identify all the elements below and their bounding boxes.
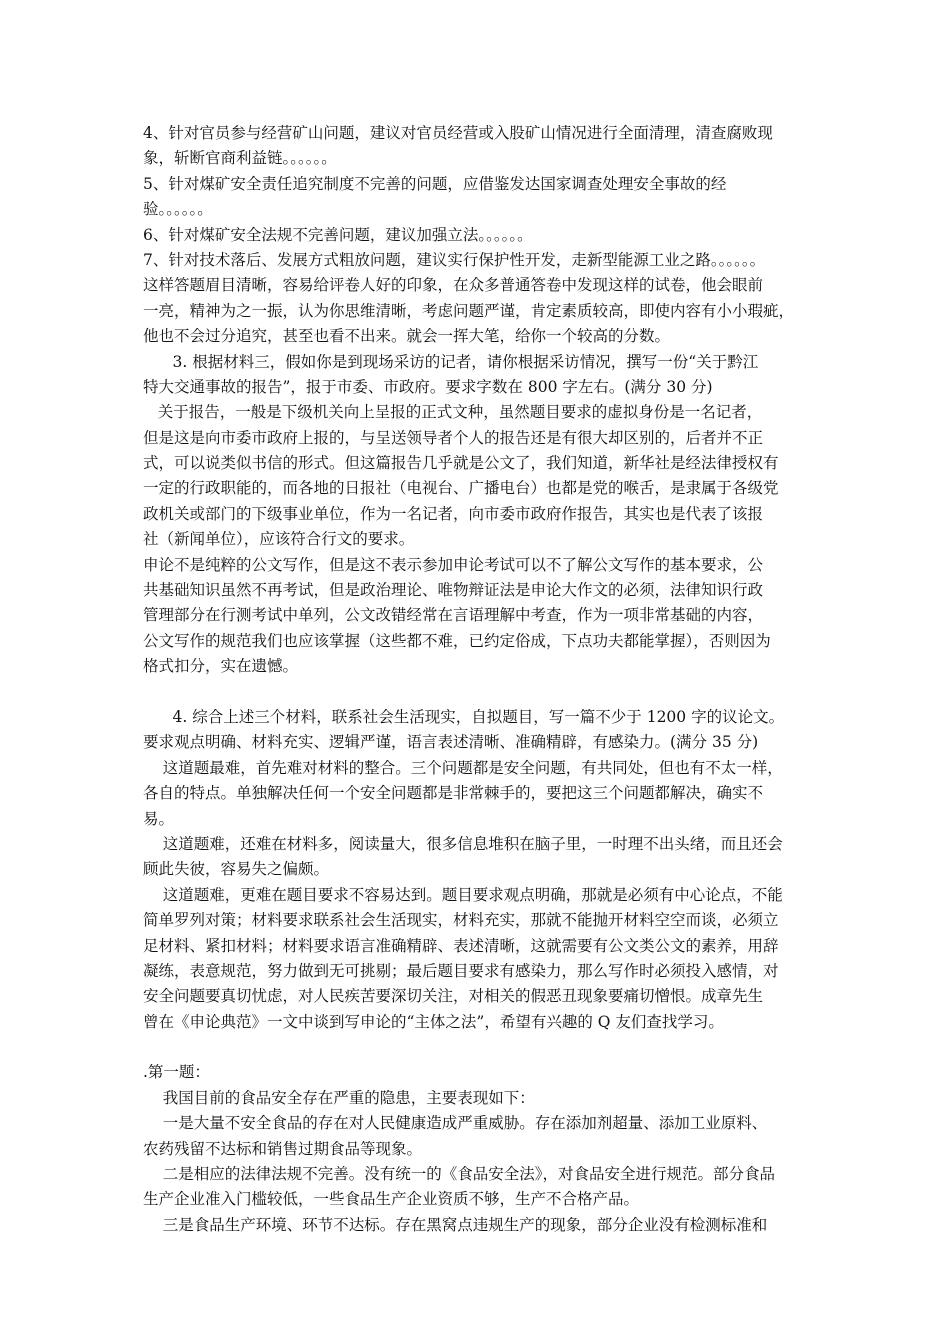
text-line: 象，斩断官商利益链。。。。。。 [143, 149, 337, 168]
text-line: 生产企业准入门槛较低，一些食品生产企业资质不够，生产不合格产品。 [143, 1190, 640, 1209]
text-line: 要求观点明确、材料充实、逻辑严谨，语言表述清晰、准确精辟，有感染力。(满分 35 分) [143, 733, 759, 752]
document-page [143, 121, 811, 1238]
text-line: 公文写作的规范我们也应该掌握（这些都不难，已约定俗成，下点功夫都能掌握），否则因为 [143, 631, 771, 650]
text-line: 这道题难，还难在材料多，阅读量大，很多信息堆积在脑子里，一时理不出头绪，而且还会 [143, 834, 783, 853]
text-line: 曾在《申论典范》一文中谈到写申论的“主体之法”，希望有兴趣的 Q 友们查找学习。 [143, 1012, 724, 1031]
text-line: 关于报告，一般是下级机关向上呈报的正式文种，虽然题目要求的虚拟身份是一名记者， [143, 403, 763, 422]
text-line: 我国目前的食品安全存在严重的隐患，主要表现如下： [143, 1088, 535, 1107]
text-line: 特大交通事故的报告”，报于市委、市政府。要求字数在 800 字左右。(满分 30 分) [143, 377, 713, 396]
text-line: 社（新闻单位），应该符合行文的要求。 [143, 530, 415, 549]
text-line: 6、针对煤矿安全法规不完善问题，建议加强立法。。。。。。 [143, 225, 533, 244]
text-line: 农药残留不达标和销售过期食品等现象。 [143, 1139, 423, 1158]
text-line: 式，可以说类似书信的形式。但这篇报告几乎就是公文了，我们知道，新华社是经法律授权有 [143, 454, 779, 473]
text-line: 这样答题眉目清晰，容易给评卷人好的印象，在众多普通答卷中发现这样的试卷，他会眼前 [143, 276, 764, 295]
text-line: 安全问题要真切忧虑，对人民疾苦要深切关注，对相关的假恶丑现象要痛切憎恨。成章先生 [143, 987, 764, 1006]
text-line: 他也不会过分追究，甚至也看不出来。就会一挥大笔，给你一个较高的分数。 [143, 327, 671, 346]
text-line: 一是大量不安全食品的存在对人民健康造成严重威胁。存在添加剂超量、添加工业原料、 [143, 1114, 768, 1133]
text-line: 4、针对官员参与经营矿山问题，建议对官员经营或入股矿山情况进行全面清理，清查腐败现 [143, 124, 773, 142]
text-line: 验。。。。。。 [143, 200, 213, 219]
text-line: 5、针对煤矿安全责任追究制度不完善的问题，应借鉴发达国家调查处理安全事故的经 [143, 174, 727, 193]
text-line: 简单罗列对策；材料要求联系社会生活现实，材料充实，那就不能抛开材料空空而谈，必须立 [143, 911, 779, 930]
text-line: 这道题难，更难在题目要求不容易达到。题目要求观点明确，那就是必须有中心论点，不能 [143, 885, 783, 904]
text-line: 3. 根据材料三，假如你是到现场采访的记者，请你根据采访情况，撰写一份“关于黔江 [143, 352, 759, 371]
text-line: 易。 [143, 809, 175, 828]
text-line: .第一题： [143, 1063, 210, 1082]
text-line: 顾此失彼，容易失之偏颇。 [143, 860, 330, 879]
text-line: 但是这是向市委市政府上报的，与呈送领导者个人的报告还是有很大却区别的，后者并不正 [143, 428, 764, 447]
text-line: 三是食品生产环境、环节不达标。存在黑窝点违规生产的现象，部分企业没有检测标准和 [143, 1215, 768, 1234]
text-line: 共基础知识虽然不再考试，但是政治理论、唯物辩证法是申论大作文的必须，法律知识行政 [143, 581, 764, 600]
text-line: 政机关或部门的下级事业单位，作为一名记者，向市委市政府作报告，其实也是代表了该报 [143, 504, 764, 523]
blank-line [143, 1035, 811, 1060]
text-line: 一定的行政职能的，而各地的日报社（电视台、广播电台）也都是党的喉舌，是隶属于各级党 [143, 479, 779, 498]
text-line: 足材料、紧扣材料；材料要求语言准确精辟、表述清晰，这就需要有公文类公文的素养，用辞 [143, 936, 779, 955]
text-line: 凝练，表意规范，努力做到无可挑剔；最后题目要求有感染力，那么写作时必须投入感情，对 [143, 961, 779, 980]
text-line: 一亮，精神为之一振，认为你思维清晰，考虑问题严谨，肯定素质较高，即使内容有小小瑕疵， [143, 301, 795, 320]
text-line: 管理部分在行测考试中单列，公文改错经常在言语理解中考查，作为一项非常基础的内容， [143, 606, 764, 625]
text-line: 各自的特点。单独解决任何一个安全问题都是非常棘手的，要把这三个问题都解决，确实不 [143, 784, 764, 803]
text-line: 格式扣分，实在遗憾。 [143, 657, 299, 676]
text-line: 申论不是纯粹的公文写作，但是这不表示参加申论考试可以不了解公文写作的基本要求，公 [143, 555, 764, 574]
blank-line [143, 680, 811, 705]
text-line: 这道题最难，首先难对材料的整合。三个问题都是安全问题，有共同处，但也有不太一样， [143, 758, 783, 777]
text-line: 二是相应的法律法规不完善。没有统一的《食品安全法》，对食品安全进行规范。部分食品 [143, 1165, 775, 1184]
text-line: 7、针对技术落后、发展方式粗放问题，建议实行保护性开发，走新型能源工业之路。。。。。。 [143, 250, 766, 269]
text-line: 4. 综合上述三个材料，联系社会生活现实，自拟题目，写一篇不少于 1200 字的议论文。 [143, 707, 785, 726]
